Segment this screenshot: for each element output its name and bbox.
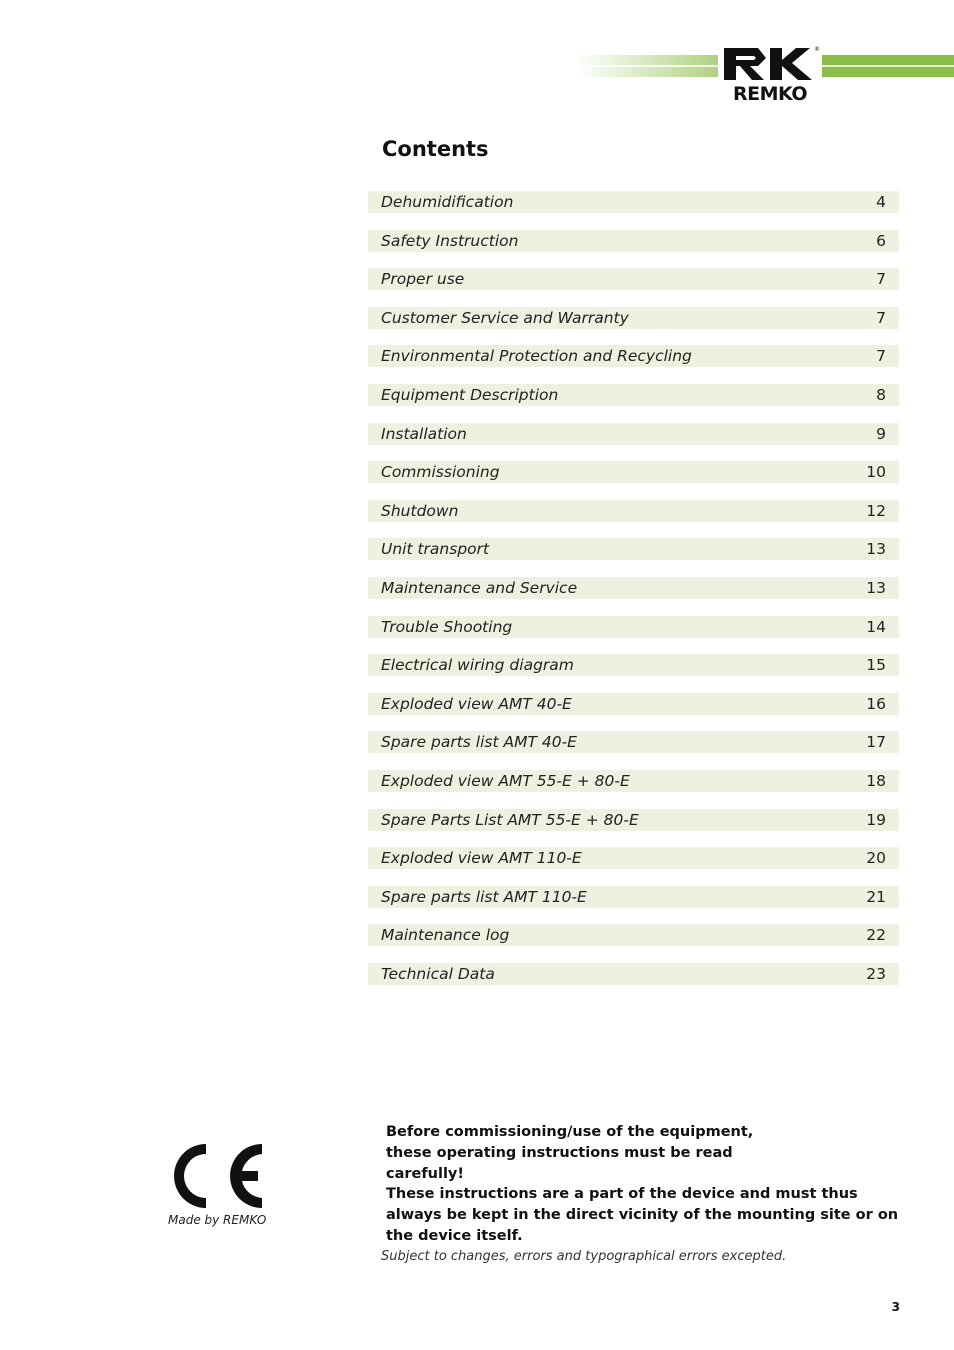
toc-entry[interactable] <box>368 616 899 638</box>
toc-entry-page: 7 <box>876 270 886 289</box>
toc-entry-page: 6 <box>876 231 886 250</box>
made-by-label: Made by REMKO <box>168 1213 267 1227</box>
toc-entry-label: Shutdown <box>381 501 459 520</box>
toc-entry-page: 7 <box>876 347 886 366</box>
toc-entry[interactable] <box>368 307 899 329</box>
svg-text:®: ® <box>814 46 820 53</box>
toc-entry-label: Equipment Description <box>381 385 559 404</box>
toc-entry-label: Maintenance log <box>381 926 510 945</box>
toc-entry[interactable] <box>368 577 899 599</box>
remko-logo-mark-icon <box>720 44 820 84</box>
toc-entry-page: 14 <box>866 617 886 636</box>
toc-entry-page: 13 <box>866 578 886 597</box>
toc-entry-page: 13 <box>866 540 886 559</box>
toc-entry[interactable] <box>368 654 899 676</box>
table-of-contents <box>368 191 899 1001</box>
toc-entry[interactable] <box>368 731 899 753</box>
remko-logo <box>718 42 822 108</box>
toc-entry-label: Unit transport <box>381 540 490 559</box>
toc-entry-label: Exploded view AMT 55-E + 80-E <box>381 771 630 790</box>
toc-entry-page: 12 <box>866 501 886 520</box>
toc-entry[interactable] <box>368 191 899 213</box>
toc-entry[interactable] <box>368 693 899 715</box>
toc-entry-page: 17 <box>866 733 886 752</box>
toc-entry-label: Spare parts list AMT 110-E <box>381 887 587 906</box>
toc-entry-label: Installation <box>381 424 467 443</box>
toc-entry-label: Trouble Shooting <box>381 617 513 636</box>
toc-entry[interactable] <box>368 847 899 869</box>
toc-entry[interactable] <box>368 230 899 252</box>
toc-entry-label: Exploded view AMT 110-E <box>381 849 582 868</box>
toc-entry[interactable] <box>368 538 899 560</box>
toc-entry-page: 23 <box>866 964 886 983</box>
toc-entry-label: Technical Data <box>381 964 495 983</box>
toc-entry[interactable] <box>368 423 899 445</box>
toc-entry[interactable] <box>368 963 899 985</box>
toc-entry-label: Environmental Protection and Recycling <box>381 347 692 366</box>
toc-entry-page: 7 <box>876 308 886 327</box>
toc-entry-page: 9 <box>876 424 886 443</box>
toc-entry-label: Electrical wiring diagram <box>381 656 574 675</box>
toc-entry-page: 10 <box>866 463 886 482</box>
read-instructions-notice: Before commissioning/use of the equipment, these operating instructions must be read carefully! <box>386 1124 754 1182</box>
toc-entry-page: 20 <box>866 849 886 868</box>
toc-entry-label: Commissioning <box>381 463 500 482</box>
toc-entry-label: Proper use <box>381 270 465 289</box>
toc-entry-label: Spare Parts List AMT 55-E + 80-E <box>381 810 639 829</box>
toc-entry-page: 22 <box>866 926 886 945</box>
toc-entry-label: Spare parts list AMT 40-E <box>381 733 577 752</box>
toc-entry[interactable] <box>368 886 899 908</box>
toc-entry[interactable] <box>368 461 899 483</box>
toc-entry-page: 16 <box>866 694 886 713</box>
toc-entry[interactable] <box>368 345 899 367</box>
toc-entry[interactable] <box>368 268 899 290</box>
disclaimer: Subject to changes, errors and typographical errors excepted. <box>381 1249 787 1264</box>
toc-entry-page: 15 <box>866 656 886 675</box>
ce-mark-icon <box>170 1140 270 1212</box>
toc-entry-page: 18 <box>866 771 886 790</box>
page-title: Contents <box>382 137 489 161</box>
toc-entry-page: 4 <box>876 193 886 211</box>
logo-wordmark: REMKO <box>732 83 808 105</box>
toc-entry-label: Customer Service and Warranty <box>381 308 629 327</box>
toc-entry-label: Exploded view AMT 40-E <box>381 694 572 713</box>
toc-entry[interactable] <box>368 924 899 946</box>
toc-entry[interactable] <box>368 500 899 522</box>
toc-entry-page: 19 <box>866 810 886 829</box>
toc-entry-label: Dehumidification <box>381 193 514 211</box>
toc-entry-page: 8 <box>876 385 886 404</box>
keep-instructions-notice: These instructions are a part of the device and must thus always be kept in the direct vicinity of the mounting site or on the device itself. <box>386 1186 899 1244</box>
toc-entry-page: 21 <box>866 887 886 906</box>
page-number: 3 <box>891 1300 900 1314</box>
toc-entry[interactable] <box>368 809 899 831</box>
toc-entry-label: Safety Instruction <box>381 231 519 250</box>
toc-entry[interactable] <box>368 770 899 792</box>
toc-entry-label: Maintenance and Service <box>381 578 578 597</box>
toc-entry[interactable] <box>368 384 899 406</box>
